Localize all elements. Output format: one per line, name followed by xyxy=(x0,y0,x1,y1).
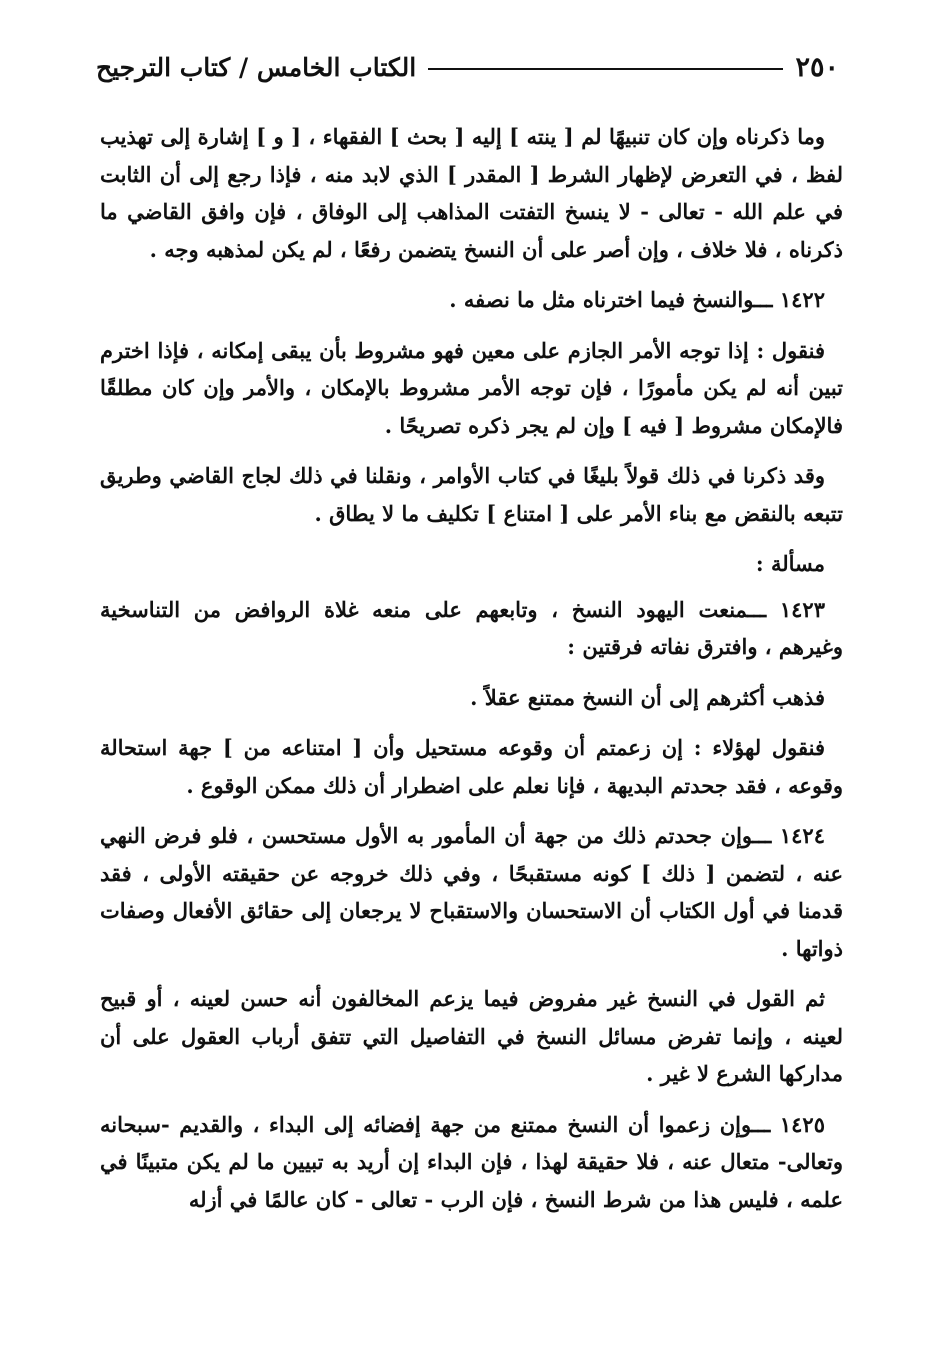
paragraph-text: والنسخ فيما اخترناه مثل ما نصفه . xyxy=(449,287,755,312)
paragraph-number: ١٤٢٤ ـــ xyxy=(752,823,825,848)
paragraph-text: ثم القول في النسخ غير مفروض فيما يزعم المخالفون أنه حسن لعينه ، أو قبيح لعينه ، وإنما تفرض مسائل النسخ في التفاصيل التي تتفق أرباب العقول على أن مداركها الشرع لا غير . xyxy=(100,986,843,1086)
paragraph-text: وإن زعموا أن النسخ ممتنع من جهة إفضائه إلى البداء ، والقديم -سبحانه وتعالى- متعال عنه ، فلا حقيقة لهذا ، فإن البداء إن أريد به تبيين ما لم يكن متبينًا في علمه ، فليس هذا من شرط النسخ ، فإن الرب - تعالى - كان عالمًا في أزله xyxy=(100,1111,843,1212)
paragraph xyxy=(100,817,843,967)
paragraph xyxy=(100,729,843,804)
paragraph xyxy=(100,591,843,666)
paragraph xyxy=(100,679,843,717)
paragraph-text: فنقول : إذا توجه الأمر الجازم على معين فهو مشروط بأن يبقى إمكانه ، فإذا اخترم تبين أنه لم يكن مأمورًا ، فإن توجه الأمر مشروط بالإمكان ، والأمر وإن كان مطلقًا فالإمكان مشروط [ فيه ] وإن لم يجر ذكره تصريحًا . xyxy=(100,337,843,438)
running-title: الكتاب الخامس / كتاب الترجيح xyxy=(96,52,417,82)
section-heading xyxy=(100,545,843,583)
page-number: ٢٥٠ xyxy=(795,51,839,83)
paragraph xyxy=(100,118,843,268)
paragraph-number: ١٤٢٢ ـــ xyxy=(754,287,825,312)
paragraph-text: وما ذكرناه وإن كان تنبيهًا لم [ ينته ] إليه [ بحث ] الفقهاء ، [ و ] إشارة إلى تهذيب لفظ ، في التعرض لإظهار الشرط [ المقدر ] الذي لابد منه ، فإذا رجع إلى أن الثابت في علم الله - تعالى - لا ينسخ التفتت المذاهب إلى الوفاق ، فإن وافق القاضي ما ذكرناه ، فلا خلاف ، وإن أصر على أن النسخ يتضمن رفعًا ، لم يكن لمذهبه وجه . xyxy=(100,124,843,262)
paragraph-text: وقد ذكرنا في ذلك قولاً بليغًا في كتاب الأوامر ، ونقلنا في ذلك لجاج القاضي وطريق تتبعه بالنقض مع بناء الأمر على [ امتناع ] تكليف ما لا يطاق . xyxy=(100,463,843,526)
paragraph-text: فذهب أكثرهم إلى أن النسخ ممتنع عقلاً . xyxy=(470,684,825,710)
paragraph-number: ١٤٢٣ ـــ xyxy=(747,596,825,622)
paragraph-text: مسألة : xyxy=(755,551,825,576)
paragraph xyxy=(100,1106,843,1219)
paragraph xyxy=(100,332,843,445)
paragraph xyxy=(100,980,843,1093)
paragraph xyxy=(100,281,843,319)
paragraph-text: فنقول لهؤلاء : إن زعمتم أن وقوعه مستحيل وأن [ امتناعه من ] جهة استحالة وقوعه ، فقد جحدتم البديهة ، فإنا نعلم على اضطرار أن ذلك ممكن الوقوع . xyxy=(100,735,843,798)
paragraph-text: وإن جحدتم ذلك من جهة أن المأمور به الأول مستحسن ، فلو فرض النهي عنه ، لتضمن [ ذلك ] كونه مستقبحًا ، وفي ذلك خروجه عن حقيقته الأولى ، فقد قدمنا في أول الكتاب أن الاستحسان والاستقباح لا يرجعان إلى حقائق الأفعال وصفات ذواتها . xyxy=(100,823,843,961)
header-rule xyxy=(428,68,783,70)
paragraph-number: ١٤٢٥ ـــ xyxy=(751,1111,825,1137)
page-header xyxy=(96,42,839,92)
paragraph xyxy=(100,457,843,532)
paragraph-text: منعت اليهود النسخ ، وتابعهم على منعه غلاة الروافض من التناسخية وغيرهم ، وافترق نفاته فرقتين : xyxy=(100,596,843,659)
page-body xyxy=(100,118,843,1231)
